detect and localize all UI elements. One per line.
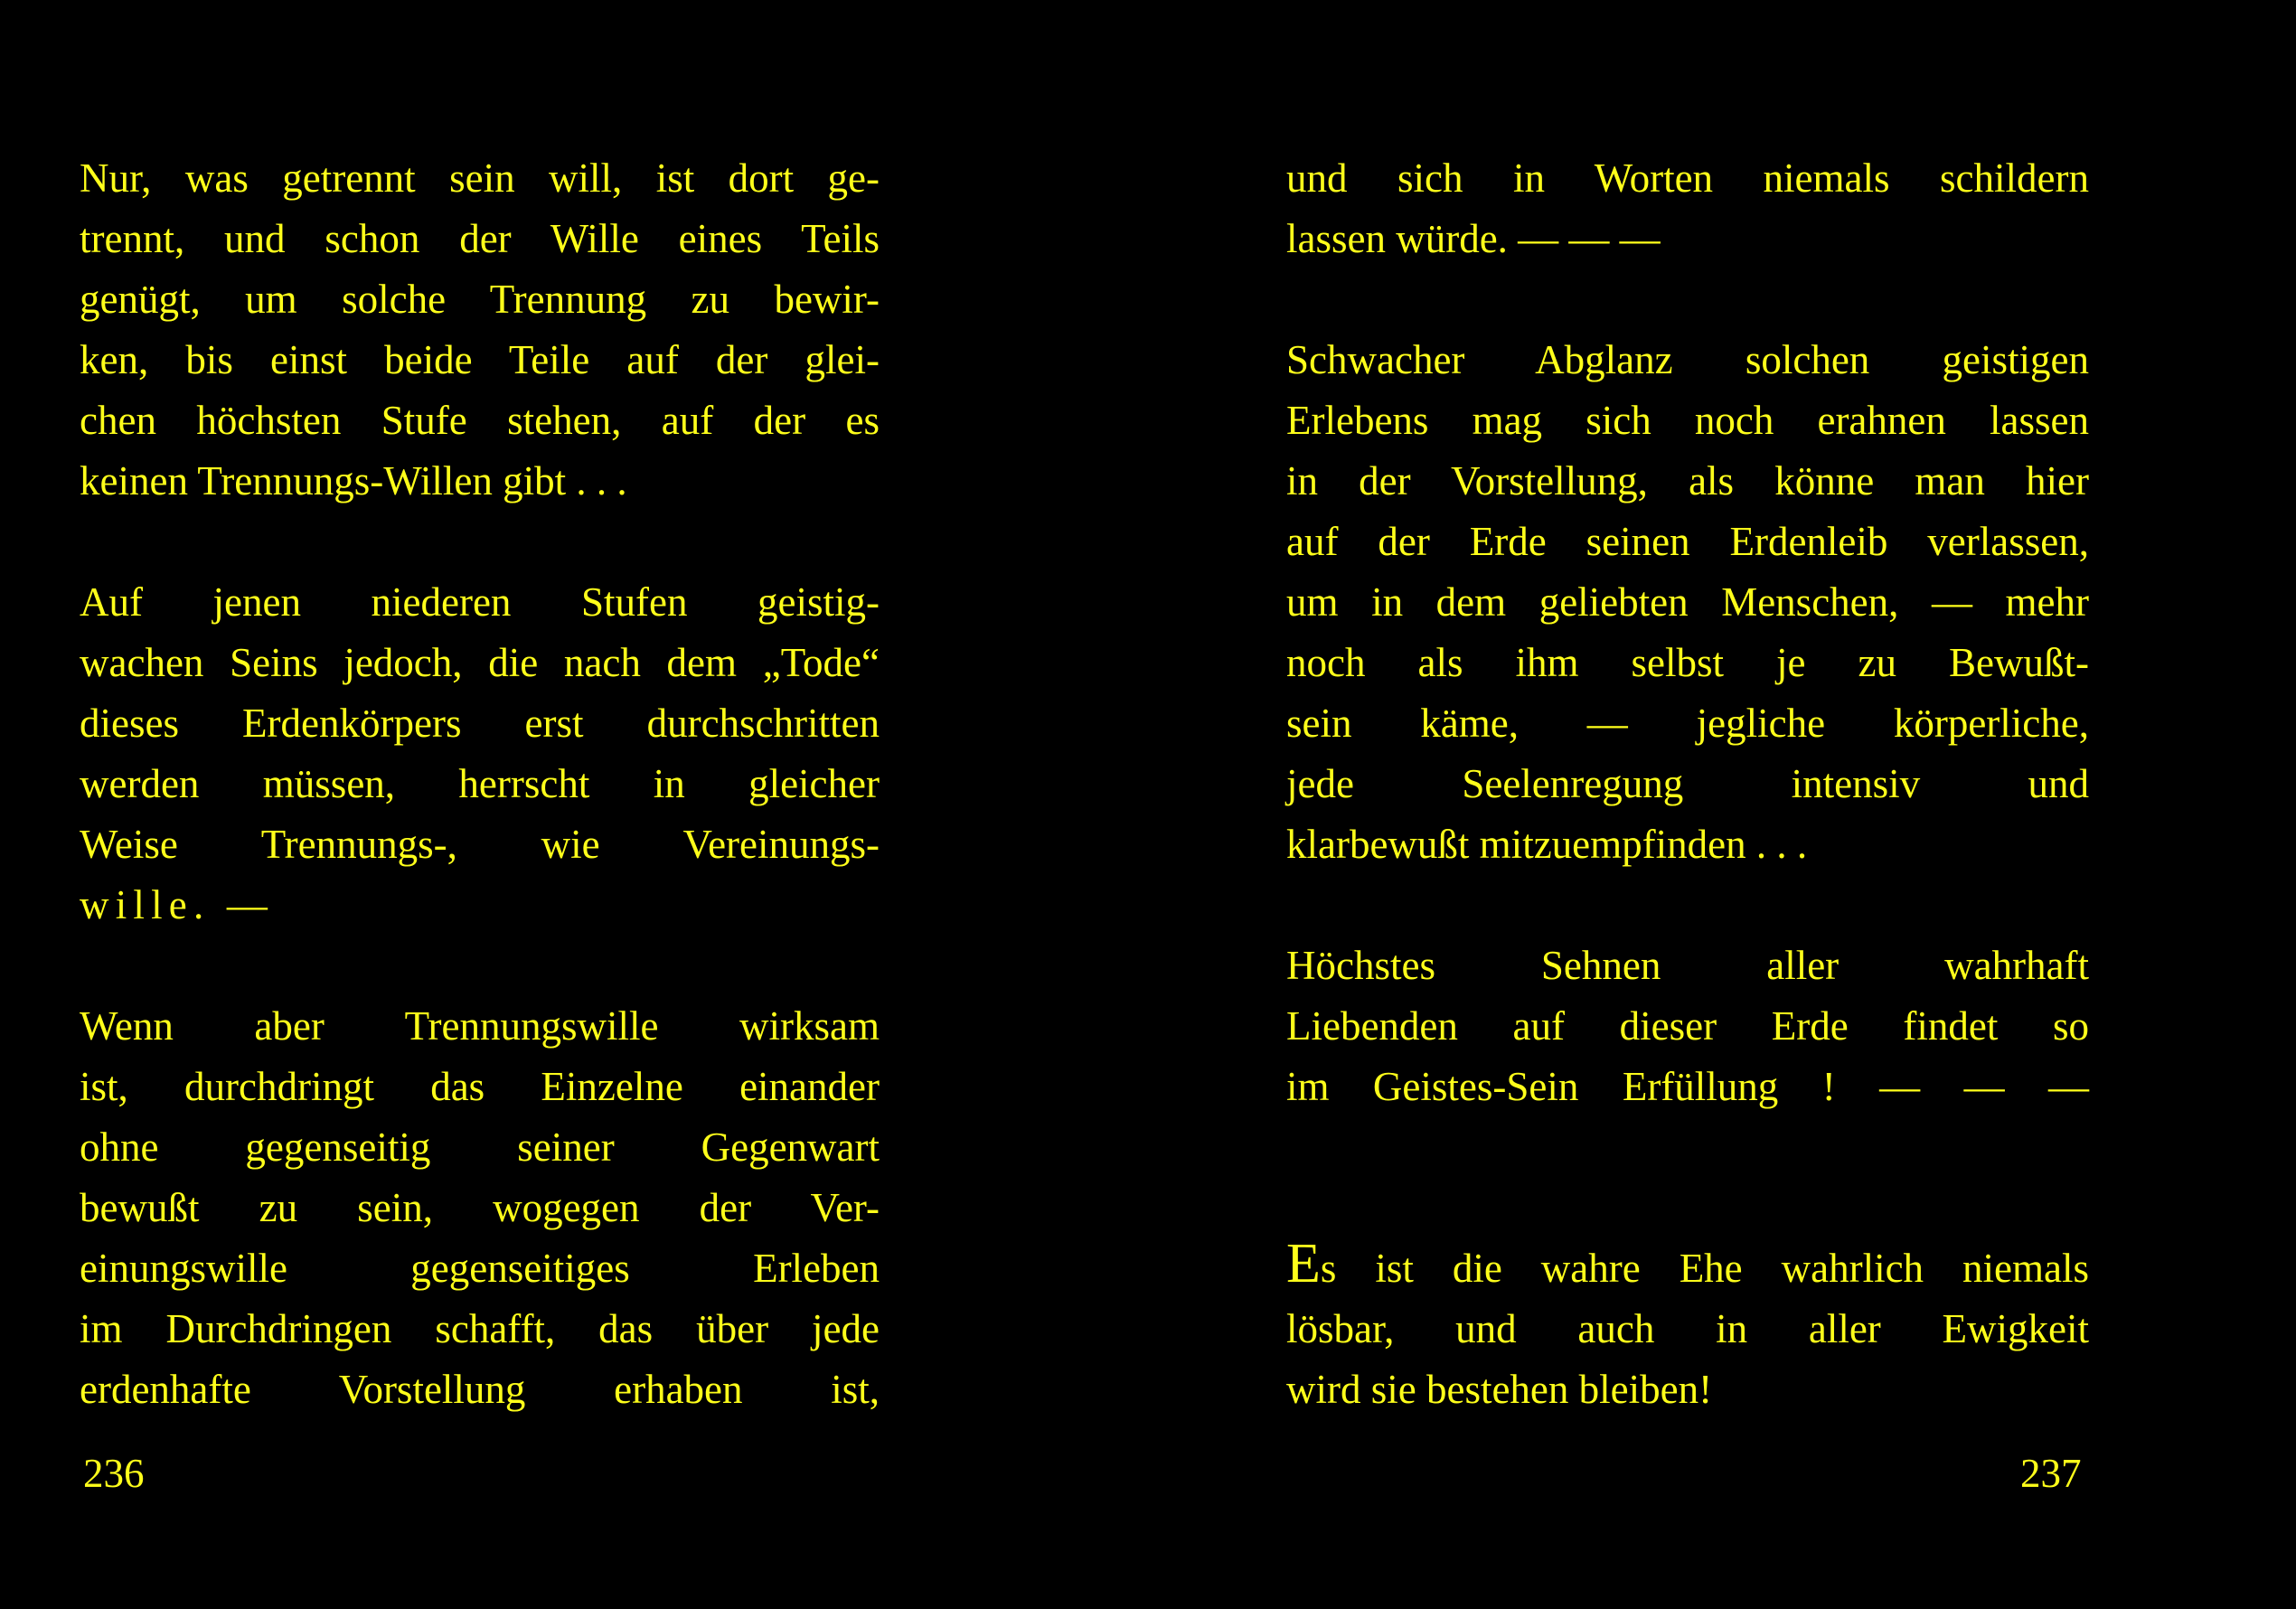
text-line: lassen würde. — — — — [1286, 216, 1661, 261]
paragraph-gap — [80, 512, 880, 572]
right-page-text — [1286, 148, 2089, 1420]
text-line: chen höchsten Stufe stehen, auf der es — [80, 398, 880, 443]
text-line: klarbewußt mitzuempfinden . . . — [1286, 822, 1808, 867]
text-line: dieses Erdenkörpers erst durchschritten — [80, 701, 880, 746]
text-line: im Geistes-Sein Erfüllung ! — — — — [1286, 1064, 2089, 1109]
text-line: im Durchdringen schafft, das über jede — [80, 1306, 880, 1351]
text-line: noch als ihm selbst je zu Bewußt- — [1286, 640, 2089, 685]
text-line: Schwacher Abglanz solchen geistigen — [1286, 337, 2089, 382]
text-line: bewußt zu sein, wogegen der Ver- — [80, 1185, 880, 1230]
dropcap: E — [1286, 1233, 1321, 1294]
text-line: Weise Trennungs-, wie Vereinungs- — [80, 822, 880, 867]
text-line: sein käme, — jegliche körperliche, — [1286, 701, 2089, 746]
right-page — [1148, 0, 2296, 1609]
text-line: ist, durchdringt das Einzelne einander — [80, 1064, 880, 1109]
text-line: einungswille gegenseitiges Erleben — [80, 1246, 880, 1291]
page-number: 237 — [2020, 1451, 2082, 1496]
text-line: Auf jenen niederen Stufen geistig- — [80, 579, 880, 625]
text-line: erdenhafte Vorstellung erhaben ist, — [80, 1367, 880, 1412]
text-line: lösbar, und auch in aller Ewigkeit — [1286, 1306, 2089, 1351]
text-line-with-dropcap — [1286, 1233, 2089, 1299]
text-line-rest: s ist die wahre Ehe wahrlich niemals — [1320, 1246, 2089, 1291]
text-line: werden müssen, herrscht in gleicher — [80, 761, 880, 806]
text-line: in der Vorstellung, als könne man hier — [1286, 458, 2089, 503]
text-line: Liebenden auf dieser Erde findet so — [1286, 1003, 2089, 1049]
text-line: wachen Seins jedoch, die nach dem „Tode“ — [80, 640, 880, 685]
text-line: ken, bis einst beide Teile auf der glei- — [80, 337, 880, 382]
text-line: wille. — — [80, 882, 275, 927]
text-line: wird sie bestehen bleiben! — [1286, 1367, 1713, 1412]
text-line: keinen Trennungs-Willen gibt . . . — [80, 458, 627, 503]
paragraph-gap — [1286, 875, 2089, 936]
paragraph-gap — [80, 936, 880, 996]
text-line: um in dem geliebten Menschen, — mehr — [1286, 579, 2089, 625]
text-line: Wenn aber Trennungswille wirksam — [80, 1003, 880, 1049]
left-page-text — [80, 148, 880, 1420]
text-line: Erlebens mag sich noch erahnen lassen — [1286, 398, 2089, 443]
paragraph-gap — [1286, 269, 2089, 330]
text-line: trennt, und schon der Wille eines Teils — [80, 216, 880, 261]
text-line: Höchstes Sehnen aller wahrhaft — [1286, 943, 2089, 988]
text-line: jede Seelenregung intensiv und — [1286, 761, 2089, 806]
text-line: genügt, um solche Trennung zu bewir- — [80, 277, 880, 322]
text-line: und sich in Worten niemals schildern — [1286, 155, 2089, 201]
page-number: 236 — [83, 1451, 145, 1496]
text-line: Nur, was getrennt sein will, ist dort ge- — [80, 155, 880, 201]
text-line: auf der Erde seinen Erdenleib verlassen, — [1286, 519, 2089, 564]
text-line: ohne gegenseitig seiner Gegenwart — [80, 1124, 880, 1170]
paragraph-gap — [1286, 1117, 2089, 1238]
